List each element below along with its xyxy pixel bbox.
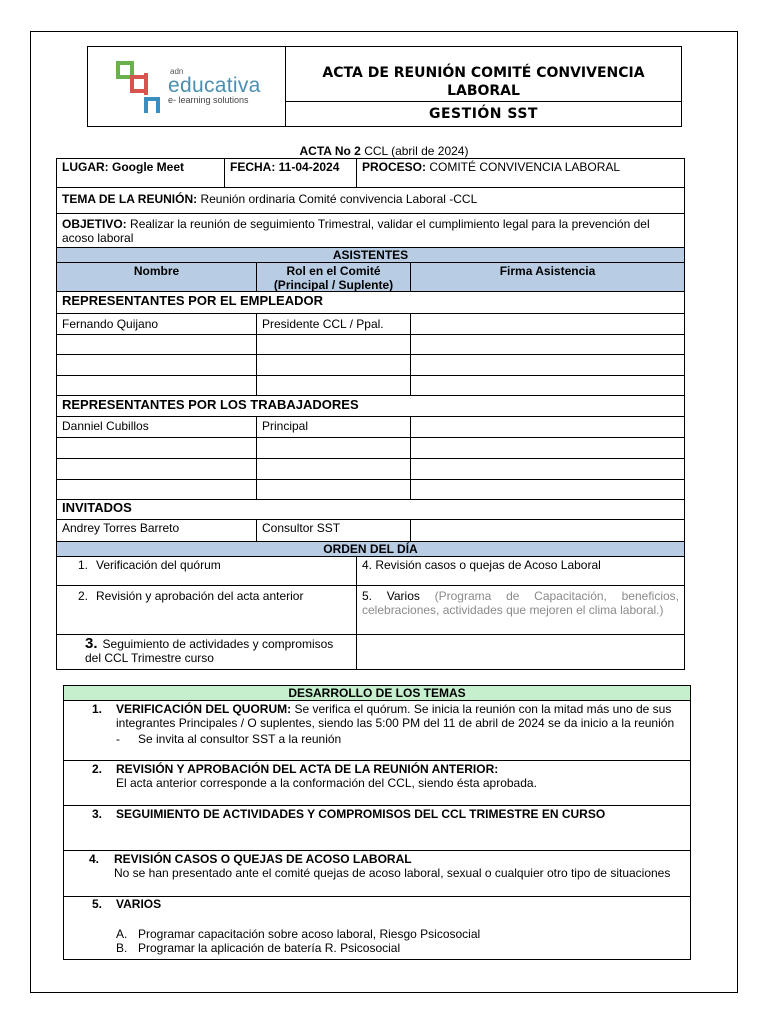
orden-item-1-text: Verificación del quórum [96,558,221,572]
topic-3 [63,805,691,851]
orden-item-3 [56,634,357,670]
table-cell-firma[interactable] [410,334,685,355]
topic-3-num: 3. [92,807,103,821]
topic-1-num: 1. [92,702,103,716]
topic-5-a: Programar capacitación sobre acoso laboral, Riesgo Psicosocial [138,927,481,941]
topic-5 [63,896,691,960]
table-cell-rol [256,334,411,355]
table-cell-rol: Consultor SST [256,519,411,542]
table-cell-rol [256,437,411,459]
table-cell-nombre [56,458,257,480]
orden-item-3-num: 3. [85,635,98,652]
orden-item-2-num: 2. [77,589,88,603]
table-cell-nombre: Danniel Cubillos [56,416,257,438]
desarrollo-title: DESARROLLO DE LOS TEMAS [63,685,691,701]
table-cell-nombre [56,354,257,376]
topic-5-b: Programar la aplicación de batería R. Psicosocial [138,941,401,955]
topic-1 [63,700,691,761]
orden-item-1-num: 1. [77,558,88,572]
table-cell-rol [256,375,411,396]
orden-empty-cell [356,634,685,670]
objetivo-cell [56,213,685,248]
topic-4-body: No se han presentado ante el comité quejas de acoso laboral, sexual o cualquier otro tipo de situaciones [114,866,671,880]
table-cell-nombre [56,375,257,396]
orden-item-1 [56,556,357,586]
table-cell-nombre [56,479,257,500]
table-cell-firma[interactable] [410,354,685,376]
logo-icon [116,59,166,115]
table-cell-nombre: Andrey Torres Barreto [56,519,257,542]
topic-5-num: 5. [92,897,103,911]
topic-2 [63,760,691,806]
acta-number-label: ACTA No 2 [299,144,361,158]
fecha-cell: FECHA: 11-04-2024 [224,158,357,188]
topic-4-num: 4. [89,852,100,866]
table-cell-firma[interactable] [410,519,685,542]
section-invitados: INVITADOS [56,499,685,520]
table-cell-rol [256,458,411,480]
table-cell-firma[interactable] [410,479,685,500]
topic-4-head: REVISIÓN CASOS O QUEJAS DE ACOSO LABORAL [114,852,412,866]
proceso-label: PROCESO: [362,160,427,174]
logo-prefix: adn [170,67,184,76]
document-subtitle: GESTIÓN SST [429,106,538,122]
topic-5-head: VARIOS [116,897,162,911]
document-title: ACTA DE REUNIÓN COMITÉ CONVIVENCIA LABORAL [286,47,681,102]
objetivo-label: OBJETIVO: [62,217,127,231]
table-cell-firma[interactable] [410,375,685,396]
topic-2-head: REVISIÓN Y APROBACIÓN DEL ACTA DE LA REUNIÓN ANTERIOR: [116,762,499,776]
section-empleador: REPRESENTANTES POR EL EMPLEADOR [56,291,685,314]
table-cell-nombre: Fernando Quijano [56,313,257,335]
acta-number [0,144,768,158]
orden-item-3-text: Seguimiento de actividades y compromisos del CCL Trimestre curso [85,637,334,665]
table-cell-firma[interactable] [410,416,685,438]
table-cell-firma[interactable] [410,458,685,480]
document-header [87,46,682,127]
topic-1-bullet: Se invita al consultor SST a la reunión [138,732,342,746]
table-cell-nombre [56,437,257,459]
acta-detail: CCL (abril de 2024) [360,144,469,158]
orden-item-5 [356,585,685,635]
topic-1-body: Se verifica el quórum. Se inicia la reunión con la mitad más uno de sus integrantes Principales / O suplentes, siendo las 5:00 PM del 11 de abril de 2024 se da inicio a la reunión [116,702,675,730]
table-cell-firma[interactable] [410,313,685,335]
proceso-cell [356,158,685,188]
section-trabajadores: REPRESENTANTES POR LOS TRABAJADORES [56,395,685,417]
table-cell-rol [256,354,411,376]
tema-value: Reunión ordinaria Comité convivencia Laboral -CCL [197,192,478,206]
col-nombre-header: Nombre [56,262,257,292]
tema-cell [56,187,685,214]
tema-label: TEMA DE LA REUNIÓN: [62,192,198,206]
logo-cell [88,47,286,126]
orden-item-5-text: 5. Varios [362,589,420,603]
topic-1-bullet-mark: - [116,732,120,746]
orden-item-5-note: (Programa de Capacitación, beneficios, celebraciones, actividades que mejoren el clima laboral.) [362,589,679,617]
logo-brand: educativa [168,74,261,97]
topic-2-num: 2. [92,762,103,776]
orden-item-4: 4. Revisión casos o quejas de Acoso Laboral [356,556,685,586]
orden-item-2 [56,585,357,635]
table-cell-nombre [56,334,257,355]
topic-5-b-mark: B. [116,941,128,955]
asistentes-title: ASISTENTES [56,247,685,263]
logo-tagline: e- learning solutions [168,95,249,105]
topic-3-head: SEGUIMIENTO DE ACTIVIDADES Y COMPROMISOS DEL CCL TRIMESTRE EN CURSO [116,807,606,821]
table-cell-firma[interactable] [410,437,685,459]
orden-item-2-text: Revisión y aprobación del acta anterior [96,589,304,603]
topic-4 [63,850,691,897]
topic-5-a-mark: A. [116,927,128,941]
table-cell-rol: Principal [256,416,411,438]
proceso-value: COMITÉ CONVIVENCIA LABORAL [426,160,621,174]
orden-title: ORDEN DEL DÍA [56,541,685,557]
col-firma-header: Firma Asistencia [410,262,685,292]
table-cell-rol: Presidente CCL / Ppal. [256,313,411,335]
lugar-cell: LUGAR: Google Meet [56,158,225,188]
col-rol-header: Rol en el Comité (Principal / Suplente) [256,262,411,292]
table-cell-rol [256,479,411,500]
topic-1-head: VERIFICACIÓN DEL QUORUM: [116,702,292,716]
topic-2-body: El acta anterior corresponde a la conformación del CCL, siendo ésta aprobada. [116,776,537,790]
objetivo-value: Realizar la reunión de seguimiento Trimestral, validar el cumplimiento legal para la prevención del acoso laboral [62,217,650,245]
